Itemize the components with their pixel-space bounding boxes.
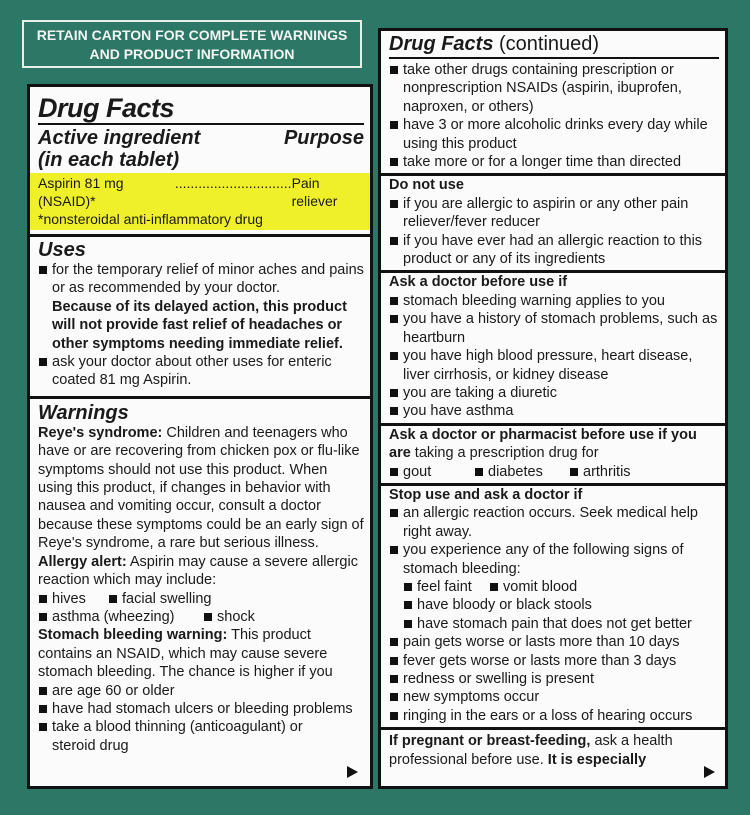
- list-item: [38, 353, 364, 390]
- continued-label: (continued): [493, 33, 600, 55]
- symptom-facial-swelling: facial swelling: [122, 590, 212, 607]
- continue-arrow-icon: [704, 766, 715, 778]
- bullet-icon: [404, 583, 412, 591]
- bullet-icon: [390, 352, 398, 360]
- list-item: [389, 310, 719, 347]
- bullet-icon: [390, 693, 398, 701]
- pharmacist-paragraph: [389, 426, 719, 463]
- list-item: [389, 707, 719, 725]
- list-item: [489, 578, 577, 596]
- bullet-icon: [390, 468, 398, 476]
- bullet-icon: [39, 358, 47, 366]
- pregnancy-especially: It is especially: [543, 751, 647, 768]
- stop-use-heading: Stop use and ask a doctor if: [389, 486, 583, 503]
- continued-section: [381, 31, 725, 176]
- condition-diabetes: diabetes: [488, 463, 543, 480]
- dnu-item-1: if you are allergic to aspirin or any other pain reliever/fever reducer: [403, 195, 689, 231]
- bleeding-signs-row: [389, 578, 719, 596]
- bullet-icon: [390, 237, 398, 245]
- list-item: [38, 261, 364, 353]
- list-item: [389, 633, 719, 651]
- purpose-heading: Purpose: [283, 127, 364, 149]
- uses-item-1: for the temporary relief of minor aches and pains or as recommended by your doctor.: [52, 262, 364, 297]
- active-ingredient-heading: Active ingredient: [38, 127, 201, 149]
- list-item: [203, 608, 255, 626]
- sign-vomit-blood: vomit blood: [503, 578, 578, 595]
- active-ingredient-highlight: [30, 173, 370, 230]
- pregnancy-section: [381, 730, 725, 771]
- allergy-symptoms-row-1: [38, 590, 364, 608]
- warnings-section: [30, 399, 370, 757]
- list-item: [38, 608, 203, 626]
- ingredient-name: Aspirin 81 mg (NSAID)*: [38, 175, 124, 209]
- bullet-icon: [570, 468, 578, 476]
- list-item: [389, 61, 719, 116]
- uses-section: [30, 237, 370, 399]
- list-item: [38, 718, 364, 755]
- drug-facts-title-right: Drug Facts: [389, 33, 494, 55]
- bullet-icon: [39, 687, 47, 695]
- stop-use-section: [381, 486, 725, 730]
- uses-item-2: ask your doctor about other uses for enteric coated 81 mg Aspirin.: [52, 354, 332, 389]
- symptom-hives: hives: [52, 590, 86, 607]
- dnu-item-2: if you have ever had an allergic reaction to this product or any of its ingredients: [403, 232, 703, 268]
- stop-item-redness: redness or swelling is present: [403, 671, 595, 687]
- uses-delayed-action: Because of its delayed action, this product will not provide fast relief of headaches or other symptoms needing immediate relief.: [52, 298, 347, 352]
- bullet-icon: [109, 595, 117, 603]
- list-item: [389, 688, 719, 706]
- list-item: [389, 541, 719, 578]
- bullet-icon: [39, 595, 47, 603]
- active-ingredient-section: [30, 87, 370, 237]
- bullet-icon: [39, 705, 47, 713]
- banner-line-1: RETAIN CARTON FOR COMPLETE WARNINGS: [36, 27, 348, 43]
- bullet-icon: [390, 675, 398, 683]
- drug-facts-panel-right: [378, 28, 728, 789]
- nsaid-footnote: *nonsteroidal anti-inflammatory drug: [38, 211, 263, 227]
- bullet-icon: [39, 266, 47, 274]
- bullet-icon: [475, 468, 483, 476]
- stomach-text: This product contains an NSAID, which may cause severe stomach bleeding. The chance is higher if you: [38, 627, 333, 681]
- ask-doctor-heading: Ask a doctor before use if: [389, 274, 568, 291]
- do-not-use-section: [381, 176, 725, 273]
- pharmacist-text: taking a prescription drug for: [410, 445, 599, 462]
- bullet-icon: [39, 613, 47, 621]
- bullet-icon: [390, 407, 398, 415]
- symptom-shock: shock: [217, 608, 255, 625]
- do-not-use-heading: Do not use: [389, 177, 464, 194]
- bullet-icon: [390, 66, 398, 74]
- ask-item-1: stomach bleeding warning applies to you: [403, 292, 665, 309]
- ingredient-purpose: Pain reliever: [291, 175, 338, 209]
- pregnancy-bold: If pregnant or breast-feeding,: [389, 733, 591, 750]
- sign-stomach-pain: have stomach pain that does not get better: [417, 615, 692, 632]
- conditions-row: [389, 463, 719, 481]
- list-item: [403, 578, 489, 596]
- allergy-paragraph: [38, 553, 364, 590]
- list-item: [389, 652, 719, 670]
- ask-item-5: you have asthma: [403, 403, 514, 420]
- stomach-label: Stomach bleeding warning:: [38, 627, 228, 644]
- cont-item-2: have 3 or more alcoholic drinks every day while using this product: [403, 117, 708, 152]
- ask-pharmacist-section: [381, 426, 725, 486]
- bullet-icon: [390, 200, 398, 208]
- ask-item-4: you are taking a diuretic: [403, 384, 557, 401]
- drug-facts-continued-title: [389, 31, 719, 59]
- leader-dots: ..............................: [174, 175, 292, 191]
- ask-item-3: you have high blood pressure, heart disease, liver cirrhosis, or kidney disease: [403, 348, 693, 383]
- active-ingredient-header: [38, 127, 364, 149]
- bullet-icon: [39, 723, 47, 731]
- pregnancy-paragraph: [389, 732, 719, 769]
- bullet-icon: [390, 121, 398, 129]
- reye-text: Children and teenagers who have or are recovering from chicken pox or flu-like symptoms should not use this product. When using this product, if changes in behavior with nausea and vomiting occur, consult a doctor because these symptoms could be an early sign of Reye's syndrome, a rare but serious illness.: [38, 424, 364, 552]
- condition-gout: gout: [403, 463, 432, 480]
- stomach-risk-3: take a blood thinning (anticoagulant) or steroid drug: [52, 719, 303, 754]
- bullet-icon: [390, 297, 398, 305]
- allergy-text: Aspirin may cause a severe allergic reaction which may include:: [38, 553, 358, 589]
- ask-item-2: you have a history of stomach problems, such as heartburn: [403, 311, 718, 346]
- bullet-icon: [404, 601, 412, 609]
- banner-line-2: AND PRODUCT INFORMATION: [89, 46, 295, 62]
- uses-item-text: [52, 261, 364, 353]
- list-item: [389, 347, 719, 384]
- list-item: [389, 463, 474, 481]
- warnings-heading: Warnings: [38, 401, 129, 424]
- sign-feel-faint: feel faint: [417, 578, 472, 595]
- list-item: [389, 615, 719, 633]
- stop-item-ringing: ringing in the ears or a loss of hearing occurs: [403, 707, 693, 724]
- stop-item-fever: fever gets worse or lasts more than 3 days: [403, 652, 677, 669]
- list-item: [389, 596, 719, 614]
- list-item: [389, 232, 719, 269]
- reye-paragraph: [38, 424, 364, 553]
- ingredient-line: [38, 174, 364, 210]
- list-item: [389, 153, 719, 171]
- list-item: [38, 700, 364, 718]
- stop-item-1: an allergic reaction occurs. Seek medical help right away.: [403, 505, 698, 540]
- bullet-icon: [490, 583, 498, 591]
- in-each-tablet-heading: (in each tablet): [38, 149, 180, 171]
- stop-item-new-symptoms: new symptoms occur: [403, 689, 540, 706]
- list-item: [389, 292, 719, 310]
- bullet-icon: [390, 657, 398, 665]
- symptom-asthma: asthma (wheezing): [52, 608, 175, 625]
- bullet-icon: [390, 315, 398, 323]
- drug-facts-panel-left: [27, 84, 373, 789]
- sign-bloody-stools: have bloody or black stools: [417, 597, 592, 614]
- list-item: [389, 504, 719, 541]
- cont-item-3: take more or for a longer time than directed: [403, 154, 682, 171]
- stop-item-2: you experience any of the following signs of stomach bleeding:: [403, 542, 684, 577]
- list-item: [389, 116, 719, 153]
- bullet-icon: [390, 638, 398, 646]
- list-item: [569, 463, 631, 481]
- ask-doctor-section: [381, 273, 725, 425]
- allergy-symptoms-row-2: [38, 608, 364, 626]
- uses-heading: Uses: [38, 239, 86, 261]
- stop-item-pain: pain gets worse or lasts more than 10 days: [403, 634, 680, 651]
- pharmacist-heading: Ask a doctor or pharmacist before use if you are: [389, 426, 697, 462]
- condition-arthritis: arthritis: [583, 463, 631, 480]
- list-item: [108, 590, 211, 608]
- cont-item-1: take other drugs containing prescription or nonprescription NSAIDs (aspirin, ibuprofen, naproxen, or others): [403, 62, 682, 115]
- stomach-risk-2: have had stomach ulcers or bleeding problems: [52, 700, 353, 717]
- list-item: [389, 195, 719, 232]
- list-item: [389, 402, 719, 420]
- pregnancy-text: ask a health professional before use.: [389, 733, 673, 768]
- bullet-icon: [390, 509, 398, 517]
- bullet-icon: [390, 546, 398, 554]
- list-item: [389, 384, 719, 402]
- retain-carton-banner: [22, 20, 362, 68]
- list-item: [474, 463, 569, 481]
- stomach-risk-1: are age 60 or older: [52, 682, 175, 699]
- list-item: [38, 682, 364, 700]
- bullet-icon: [390, 158, 398, 166]
- continue-arrow-icon: [347, 766, 358, 778]
- reye-label: Reye's syndrome:: [38, 424, 163, 441]
- bullet-icon: [404, 620, 412, 628]
- bullet-icon: [390, 389, 398, 397]
- bullet-icon: [204, 613, 212, 621]
- list-item: [389, 670, 719, 688]
- list-item: [38, 590, 108, 608]
- stomach-paragraph: [38, 626, 364, 681]
- allergy-label: Allergy alert:: [38, 553, 127, 570]
- bullet-icon: [390, 712, 398, 720]
- drug-facts-title: Drug Facts: [38, 93, 364, 125]
